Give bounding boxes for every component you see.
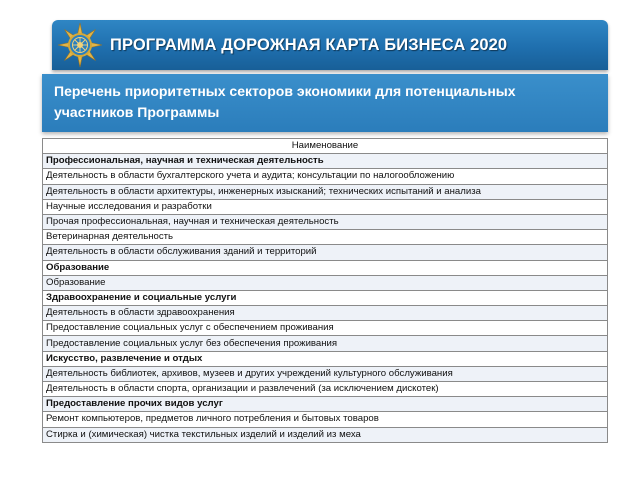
subtitle-line-2: участников Программы [54,104,220,120]
table-row [43,412,608,427]
table-row [43,275,608,290]
section-row [43,290,608,305]
sectors-table [42,138,608,443]
sector-name: Деятельность библиотек, архивов, музеев и других учреждений культурного обслуживания [43,366,608,381]
table-row [43,321,608,336]
table-row [43,382,608,397]
table-row [43,366,608,381]
sector-name: Деятельность в области спорта, организации и развлечений (за исключением дискотек) [43,382,608,397]
table-row [43,169,608,184]
table-row [43,427,608,442]
section-title: Профессиональная, научная и техническая деятельность [43,154,608,169]
table-row [43,184,608,199]
sector-name: Ветеринарная деятельность [43,230,608,245]
kazakhstan-emblem-icon [55,22,105,68]
page-title: ПРОГРАММА ДОРОЖНАЯ КАРТА БИЗНЕСА 2020 [110,36,508,54]
section-row [43,260,608,275]
subtitle-panel [42,74,608,132]
table-row [43,230,608,245]
subtitle-line-1: Перечень приоритетных секторов экономики для потенциальных [54,83,516,99]
sector-name: Ремонт компьютеров, предметов личного потребления и бытовых товаров [43,412,608,427]
section-row [43,397,608,412]
sector-name: Предоставление социальных услуг с обеспечением проживания [43,321,608,336]
sector-name: Образование [43,275,608,290]
sector-name: Прочая профессиональная, научная и техническая деятельность [43,214,608,229]
sector-name: Деятельность в области архитектуры, инженерных изысканий; технических испытаний и анализа [43,184,608,199]
section-row [43,154,608,169]
column-header-name: Наименование [43,139,608,154]
sector-name: Деятельность в области обслуживания зданий и территорий [43,245,608,260]
section-title: Здравоохранение и социальные услуги [43,290,608,305]
section-title: Образование [43,260,608,275]
sector-name: Предоставление социальных услуг без обеспечения проживания [43,336,608,351]
sector-name: Стирка и (химическая) чистка текстильных изделий и изделий из меха [43,427,608,442]
sector-name: Научные исследования и разработки [43,199,608,214]
table-row [43,245,608,260]
section-row [43,351,608,366]
table-row [43,199,608,214]
sector-name: Деятельность в области бухгалтерского учета и аудита; консультации по налогообложению [43,169,608,184]
section-title: Искусство, развлечение и отдых [43,351,608,366]
table-row [43,306,608,321]
table-row [43,336,608,351]
title-bar [52,20,608,70]
table-header-row [43,139,608,154]
section-title: Предоставление прочих видов услуг [43,397,608,412]
sectors-table-body [43,154,608,443]
sector-name: Деятельность в области здравоохранения [43,306,608,321]
table-row [43,214,608,229]
